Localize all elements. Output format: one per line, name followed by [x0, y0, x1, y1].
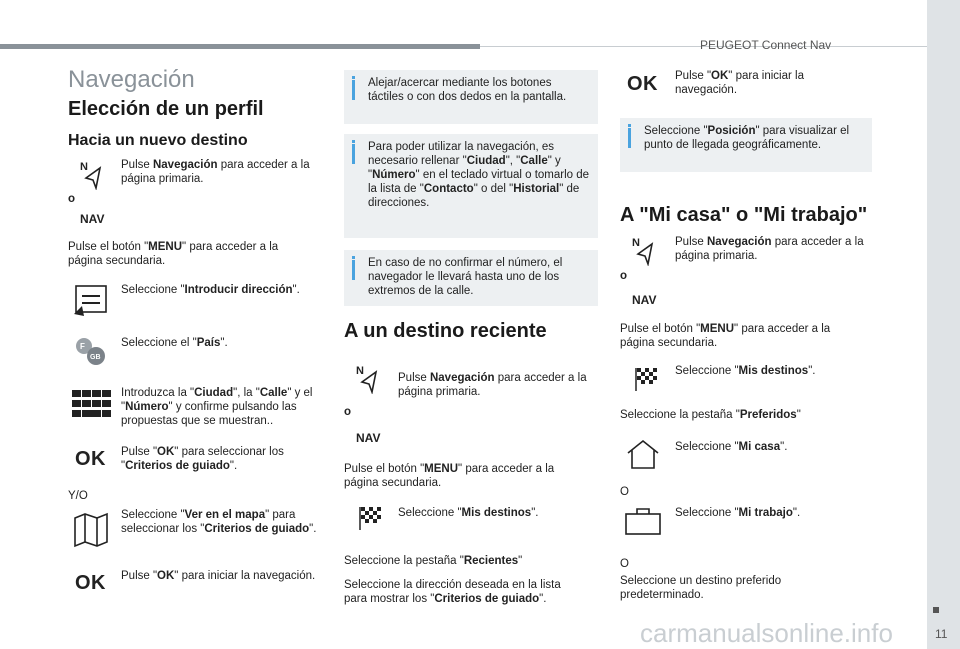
step-ciudad: Introduzca la "Ciudad", la "Calle" y el "Número" y confirme pulsando las propuestas que se muestran.. [121, 387, 313, 427]
menu-instruction: Pulse el botón "MENU" para acceder a la página secundaria. [344, 463, 555, 489]
navigation-arrow-icon [356, 364, 380, 399]
svg-text:N: N [632, 237, 640, 249]
country-flag-icon [74, 336, 110, 373]
navigation-arrow-icon [80, 160, 104, 195]
svg-text:N: N [356, 365, 364, 377]
tab-preferidos-instruction: Seleccione la pestaña "Preferidos" [620, 409, 801, 421]
list-instruction: Seleccione la dirección deseada en la lista para mostrar los "Criterios de guiado". [344, 579, 561, 605]
step-ok-iniciar: Pulse "OK" para iniciar la navegación. [121, 570, 316, 582]
or-label: o [620, 270, 628, 282]
step-navegacion: Pulse Navegación para acceder a la página primaria. [675, 236, 864, 262]
svg-text:N: N [80, 161, 88, 173]
info-box-zoom [344, 70, 598, 124]
info-text: Para poder utilizar la navegación, es necesario rellenar "Ciudad", "Calle" y "Número" en el teclado virtual o tomarlo de la lista de "Contacto" o del "Historial" de direcciones. [368, 141, 590, 209]
page-title: Navegación [68, 66, 195, 93]
or-label: O [620, 558, 629, 570]
step-mis-destinos: Seleccione "Mis destinos". [398, 507, 539, 519]
ok-button-label: OK [75, 572, 106, 594]
home-icon [625, 438, 661, 475]
svg-text:GB: GB [90, 354, 101, 361]
subsection-heading: Hacia un nuevo destino [68, 132, 248, 149]
ok-button-label: OK [75, 448, 106, 470]
or-label: o [344, 406, 352, 418]
step-pais: Seleccione el "País". [121, 337, 228, 349]
step-ver-mapa: Seleccione "Ver en el mapa" para seleccionar los "Criterios de guiado". [121, 509, 317, 535]
step-navegacion: Pulse Navegación para acceder a la página primaria. [398, 372, 587, 398]
checkered-flag-icon [358, 505, 382, 536]
or-label: o [68, 193, 76, 205]
step-navegacion: Pulse Navegación para acceder a la página primaria. [121, 159, 310, 185]
nav-button-label: NAV [80, 212, 105, 226]
nav-button-label: NAV [356, 431, 381, 445]
final-instruction: Seleccione un destino preferido predeterminado. [620, 575, 782, 601]
step-ok-criterios: Pulse "OK" para seleccionar los "Criterios de guiado". [121, 446, 284, 472]
step-mi-casa: Seleccione "Mi casa". [675, 441, 788, 453]
tab-recientes-instruction: Seleccione la pestaña "Recientes" [344, 555, 523, 567]
info-text: Alejar/acercar mediante los botones táctiles o con dos dedos en la pantalla. [368, 77, 567, 103]
menu-instruction: Pulse el botón "MENU" para acceder a la página secundaria. [620, 323, 831, 349]
step-ok-iniciar: Pulse "OK" para iniciar la navegación. [675, 70, 804, 96]
info-text: Seleccione "Posición" para visualizar el punto de llegada geográficamente. [644, 125, 850, 151]
watermark: carmanualsonline.info [640, 618, 893, 648]
info-text: En caso de no confirmar el número, el navegador le llevará hasta uno de los extremos de la calle. [368, 257, 563, 297]
svg-text:F: F [80, 342, 85, 351]
header-bar [0, 44, 480, 49]
step-mis-destinos: Seleccione "Mis destinos". [675, 365, 816, 377]
checkered-flag-icon [634, 366, 658, 397]
step-mi-trabajo: Seleccione "Mi trabajo". [675, 507, 801, 519]
ok-button-label: OK [627, 73, 658, 95]
and-or-label: Y/O [68, 490, 88, 502]
info-box-posicion [620, 118, 872, 172]
step-introducir: Seleccione "Introducir dirección". [121, 284, 300, 296]
side-tab [927, 0, 960, 649]
info-box-numero [344, 250, 598, 306]
or-label: O [620, 486, 629, 498]
section-heading: Elección de un perfil [68, 98, 264, 120]
keypad-grid-icon [70, 388, 112, 427]
info-box-fields [344, 134, 598, 238]
map-icon [72, 512, 110, 553]
page-number: 11 [935, 627, 948, 641]
section-heading-casa-trabajo: A "Mi casa" o "Mi trabajo" [620, 204, 868, 226]
nav-button-label: NAV [632, 293, 657, 307]
menu-instruction: Pulse el botón "MENU" para acceder a la página secundaria. [68, 241, 279, 267]
section-heading-reciente: A un destino reciente [344, 320, 547, 342]
navigation-arrow-icon [632, 236, 656, 271]
keyboard-address-icon [72, 284, 110, 323]
page-marker [933, 607, 939, 613]
brand-label: PEUGEOT Connect Nav [700, 38, 832, 52]
briefcase-icon [624, 506, 662, 541]
